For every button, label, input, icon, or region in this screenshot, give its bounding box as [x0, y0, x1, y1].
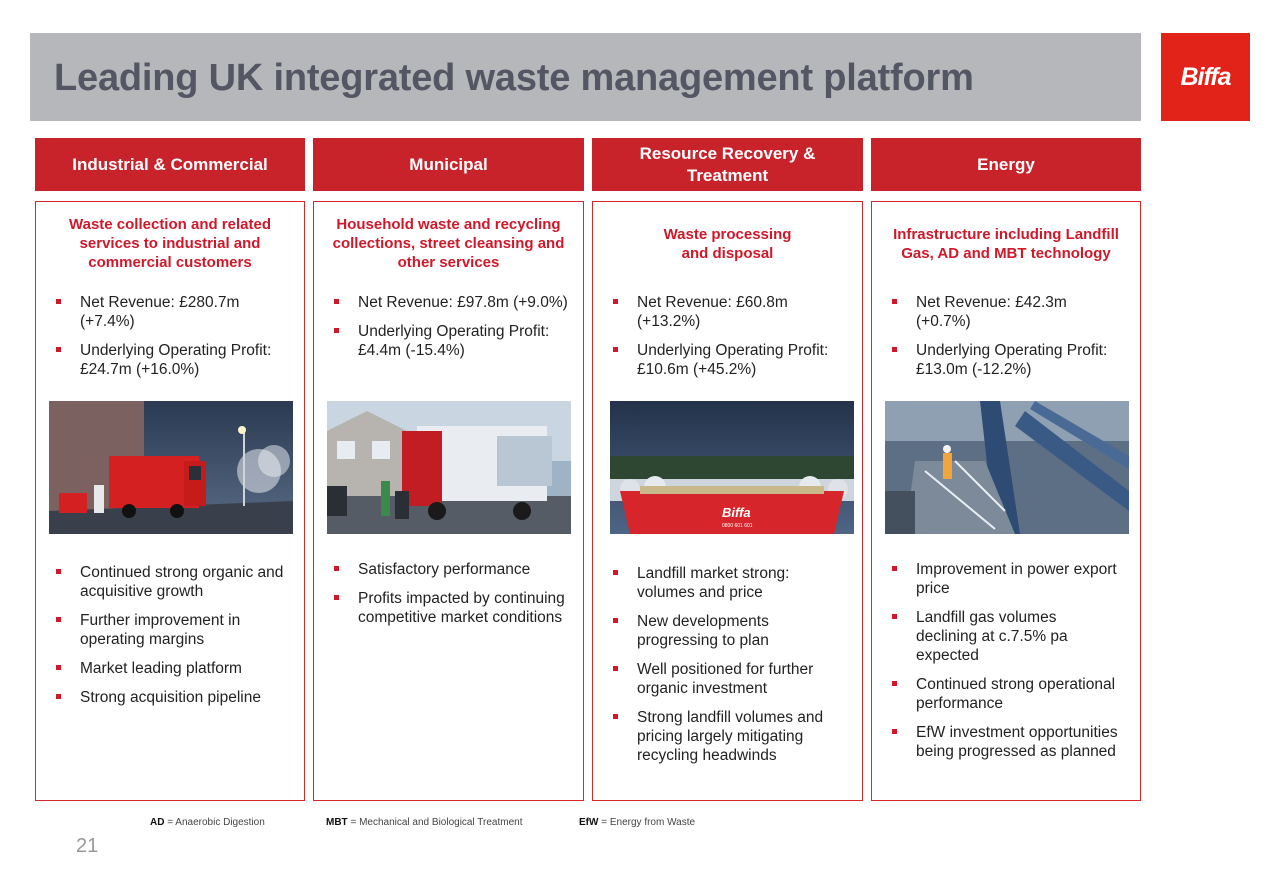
column-energy [871, 201, 1141, 801]
highlights-list [890, 560, 1134, 771]
column-subtitle: Waste collection and related services to industrial and commercial customers [69, 216, 271, 271]
list-item: Net Revenue: £60.8m (+13.2%) [611, 293, 856, 331]
skip-phone-text: 0800 601 601 [722, 523, 753, 529]
column-resource-recovery [592, 201, 863, 801]
column-header-resource-recovery: Resource Recovery & Treatment [592, 138, 863, 191]
column-subtitle: Waste processing and disposal [663, 226, 792, 262]
photo-conveyor-plant [885, 401, 1129, 534]
kpi-list [54, 293, 298, 389]
page-number: 21 [76, 835, 99, 857]
list-item: Underlying Operating Profit: £10.6m (+45.2%) [611, 341, 856, 379]
list-item: Continued strong operational performance [890, 675, 1134, 713]
column-header-energy: Energy [871, 138, 1141, 191]
list-item: Net Revenue: £280.7m (+7.4%) [54, 293, 298, 331]
column-header-municipal: Municipal [313, 138, 584, 191]
column-subtitle: Infrastructure including Landfill Gas, AD and MBT technology [893, 226, 1119, 262]
list-item: Net Revenue: £97.8m (+9.0%) [332, 293, 577, 312]
kpi-list [332, 293, 577, 370]
list-item: Well positioned for further organic investment [611, 660, 856, 698]
list-item: Continued strong organic and acquisitive growth [54, 563, 298, 601]
highlights-list [332, 560, 577, 637]
column-subtitle: Household waste and recycling collections, street cleansing and other services [332, 216, 565, 271]
list-item: Underlying Operating Profit: £4.4m (-15.4%) [332, 322, 577, 360]
photo-collection-truck-street [327, 401, 571, 534]
list-item: EfW investment opportunities being progressed as planned [890, 723, 1134, 761]
footnote-ad: AD = Anaerobic Digestion [150, 817, 265, 828]
list-item: Net Revenue: £42.3m (+0.7%) [890, 293, 1134, 331]
biffa-logo [1161, 33, 1250, 121]
kpi-list [890, 293, 1134, 389]
column-municipal [313, 201, 584, 801]
list-item: Strong landfill volumes and pricing largely mitigating recycling headwinds [611, 708, 856, 765]
kpi-list [611, 293, 856, 389]
list-item: Underlying Operating Profit: £24.7m (+16.0%) [54, 341, 298, 379]
list-item: Profits impacted by continuing competitive market conditions [332, 589, 577, 627]
list-item: Landfill gas volumes declining at c.7.5% pa expected [890, 608, 1134, 665]
logo-text: Biffa [1180, 62, 1231, 91]
column-header-industrial: Industrial & Commercial [35, 138, 305, 191]
list-item: Satisfactory performance [332, 560, 577, 579]
list-item: Landfill market strong: volumes and price [611, 564, 856, 602]
highlights-list [54, 563, 298, 717]
list-item: Improvement in power export price [890, 560, 1134, 598]
title-bar [30, 33, 1141, 121]
highlights-list [611, 564, 856, 775]
list-item: New developments progressing to plan [611, 612, 856, 650]
list-item: Market leading platform [54, 659, 298, 678]
photo-skip-container [610, 401, 854, 534]
photo-refuse-truck-night [49, 401, 293, 534]
footnote-efw: EfW = Energy from Waste [579, 817, 696, 828]
list-item: Further improvement in operating margins [54, 611, 298, 649]
skip-logo-text: Biffa [722, 505, 751, 520]
list-item: Strong acquisition pipeline [54, 688, 298, 707]
footnote-mbt: MBT = Mechanical and Biological Treatment [326, 817, 523, 828]
column-industrial [35, 201, 305, 801]
list-item: Underlying Operating Profit: £13.0m (-12.2%) [890, 341, 1134, 379]
page-title: Leading UK integrated waste management platform [54, 57, 974, 99]
